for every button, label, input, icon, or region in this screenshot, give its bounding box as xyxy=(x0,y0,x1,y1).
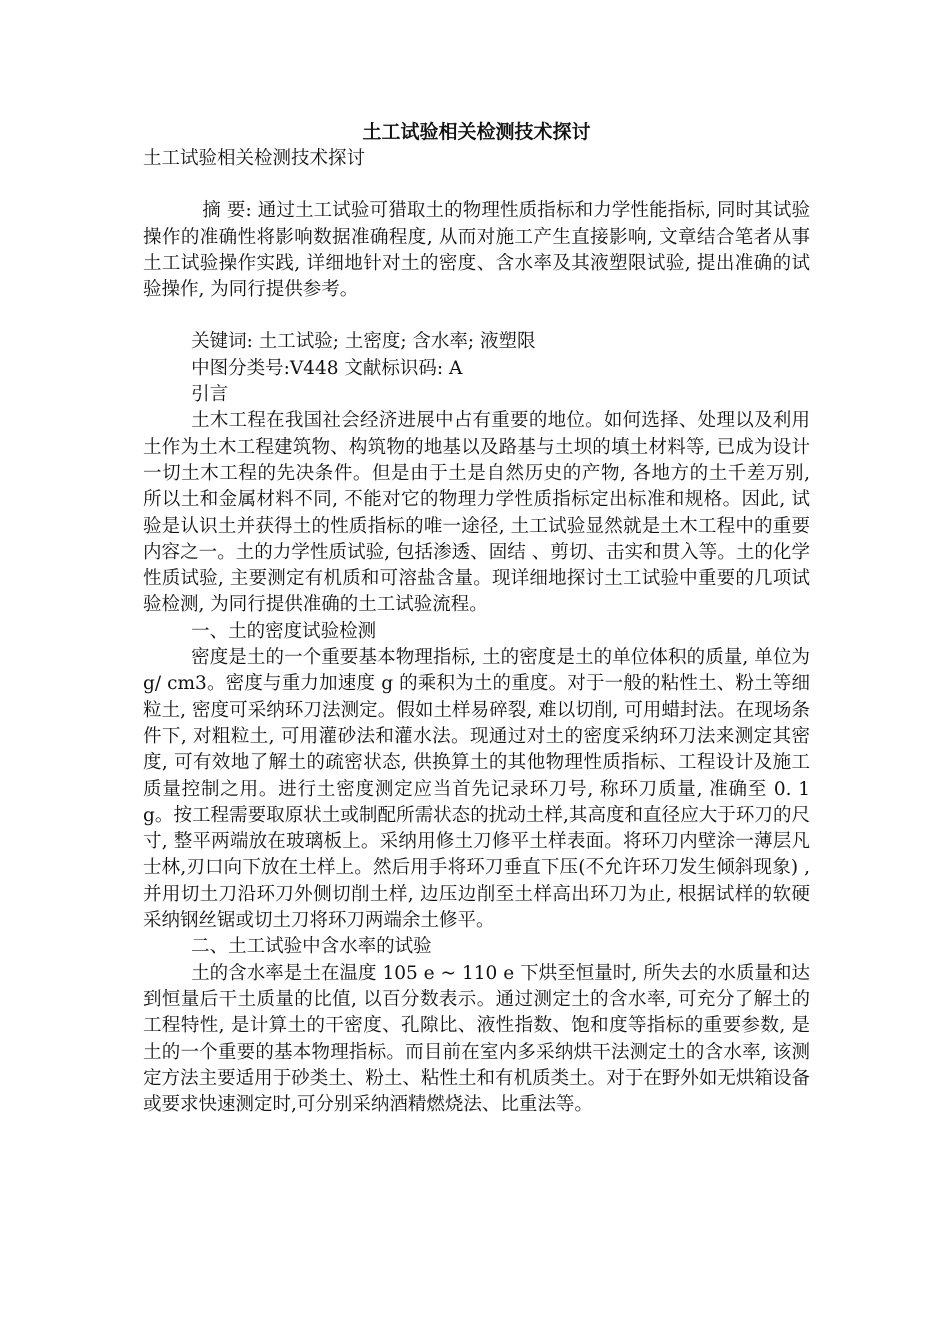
section2-heading: 二、土工试验中含水率的试验 xyxy=(191,936,432,958)
keywords-line: 关键词: 土工试验; 土密度; 含水率; 液塑限 xyxy=(191,331,536,353)
abstract-paragraph: 摘 要: 通过土工试验可猎取土的物理性质指标和力学性能指标, 同时其试验操作的准确性将影响数据准确程度, 从而对施工产生直接影响, 文章结合笔者从事土工试验操作实践, 详细地针对土的密度、含水率及其液塑限试验, 提出准确的试验操作, 为同行提供参考。 xyxy=(143,200,810,301)
section1-heading: 一、土的密度试验检测 xyxy=(191,620,377,642)
section1-paragraph: 密度是土的一个重要基本物理指标, 土的密度是土的单位体积的质量, 单位为 g/ cm3。密度与重力加速度 g 的乘积为土的重度。对于一般的粘性土、粉土等细粒土, 密度可采纳环刀法测定。假如土样易碎裂, 难以切削, 可用蜡封法。在现场条件下, 对粗粒土, 可用灌砂法和灌水法。现通过对土的密度采纳环刀法来测定其密度, 可有效地了解土的疏密状态, 供换算土的其他物理性质指标、工程设计及施工质量控制之用。进行土密度测定应当首先记录环刀号, 称环刀质量, 准确至 0. 1 g。按工程需要取原状土或制配所需状态的扰动土样,其高度和直径应大于环刀的尺寸, 整平两端放在玻璃板上。采纳用修土刀修平土样表面。将环刀内壁涂一薄层凡士林,刃口向下放在土样上。然后用手将环刀垂直下压(不允许环刀发生倾斜现象) , 并用切土刀沿环刀外侧切削土样, 边压边削至土样高出环刀为止, 根据试样的软硬采纳钢丝锯或切土刀将环刀两端余土修平。 xyxy=(143,647,810,932)
intro-paragraph: 土木工程在我国社会经济进展中占有重要的地位。如何选择、处理以及利用土作为土木工程建筑物、构筑物的地基以及路基与土坝的填土材料等, 已成为设计一切土木工程的先决条件。但是由于土是自然历史的产物, 各地方的土千差万别, 所以土和金属材料不同, 不能对它的物理力学性质指标定出标准和规格。因此, 试验是认识土并获得土的性质指标的唯一途径, 土工试验显然就是土木工程中的重要内容之一。土的力学性质试验, 包括渗透、固结 、剪切、击实和贯入等。土的化学性质试验, 主要测定有机质和可溶盐含量。现详细地探讨土工试验中重要的几项试验检测, 为同行提供准确的土工试验流程。 xyxy=(143,410,810,616)
classification-line: 中图分类号:V448 文献标识码: A xyxy=(191,357,463,379)
document-subtitle: 土工试验相关检测技术探讨 xyxy=(143,148,366,169)
section2-paragraph: 土的含水率是土在温度 105 e ~ 110 e 下烘至恒量时, 所失去的水质量和达到恒量后干土质量的比值, 以百分数表示。通过测定土的含水率, 可充分了解土的工程特性, 是计算土的干密度、孔隙比、液性指数、饱和度等指标的重要参数, 是土的一个重要的基本物理指标。而目前在室内多采纳烘干法测定土的含水率, 该测定方法主要适用于砂类土、粉土、粘性土和有机质类土。对于在野外如无烘箱设备或要求快速测定时,可分别采纳酒精燃烧法、比重法等。 xyxy=(143,962,810,1116)
document-title: 土工试验相关检测技术探讨 xyxy=(362,121,591,143)
intro-heading: 引言 xyxy=(191,384,229,406)
